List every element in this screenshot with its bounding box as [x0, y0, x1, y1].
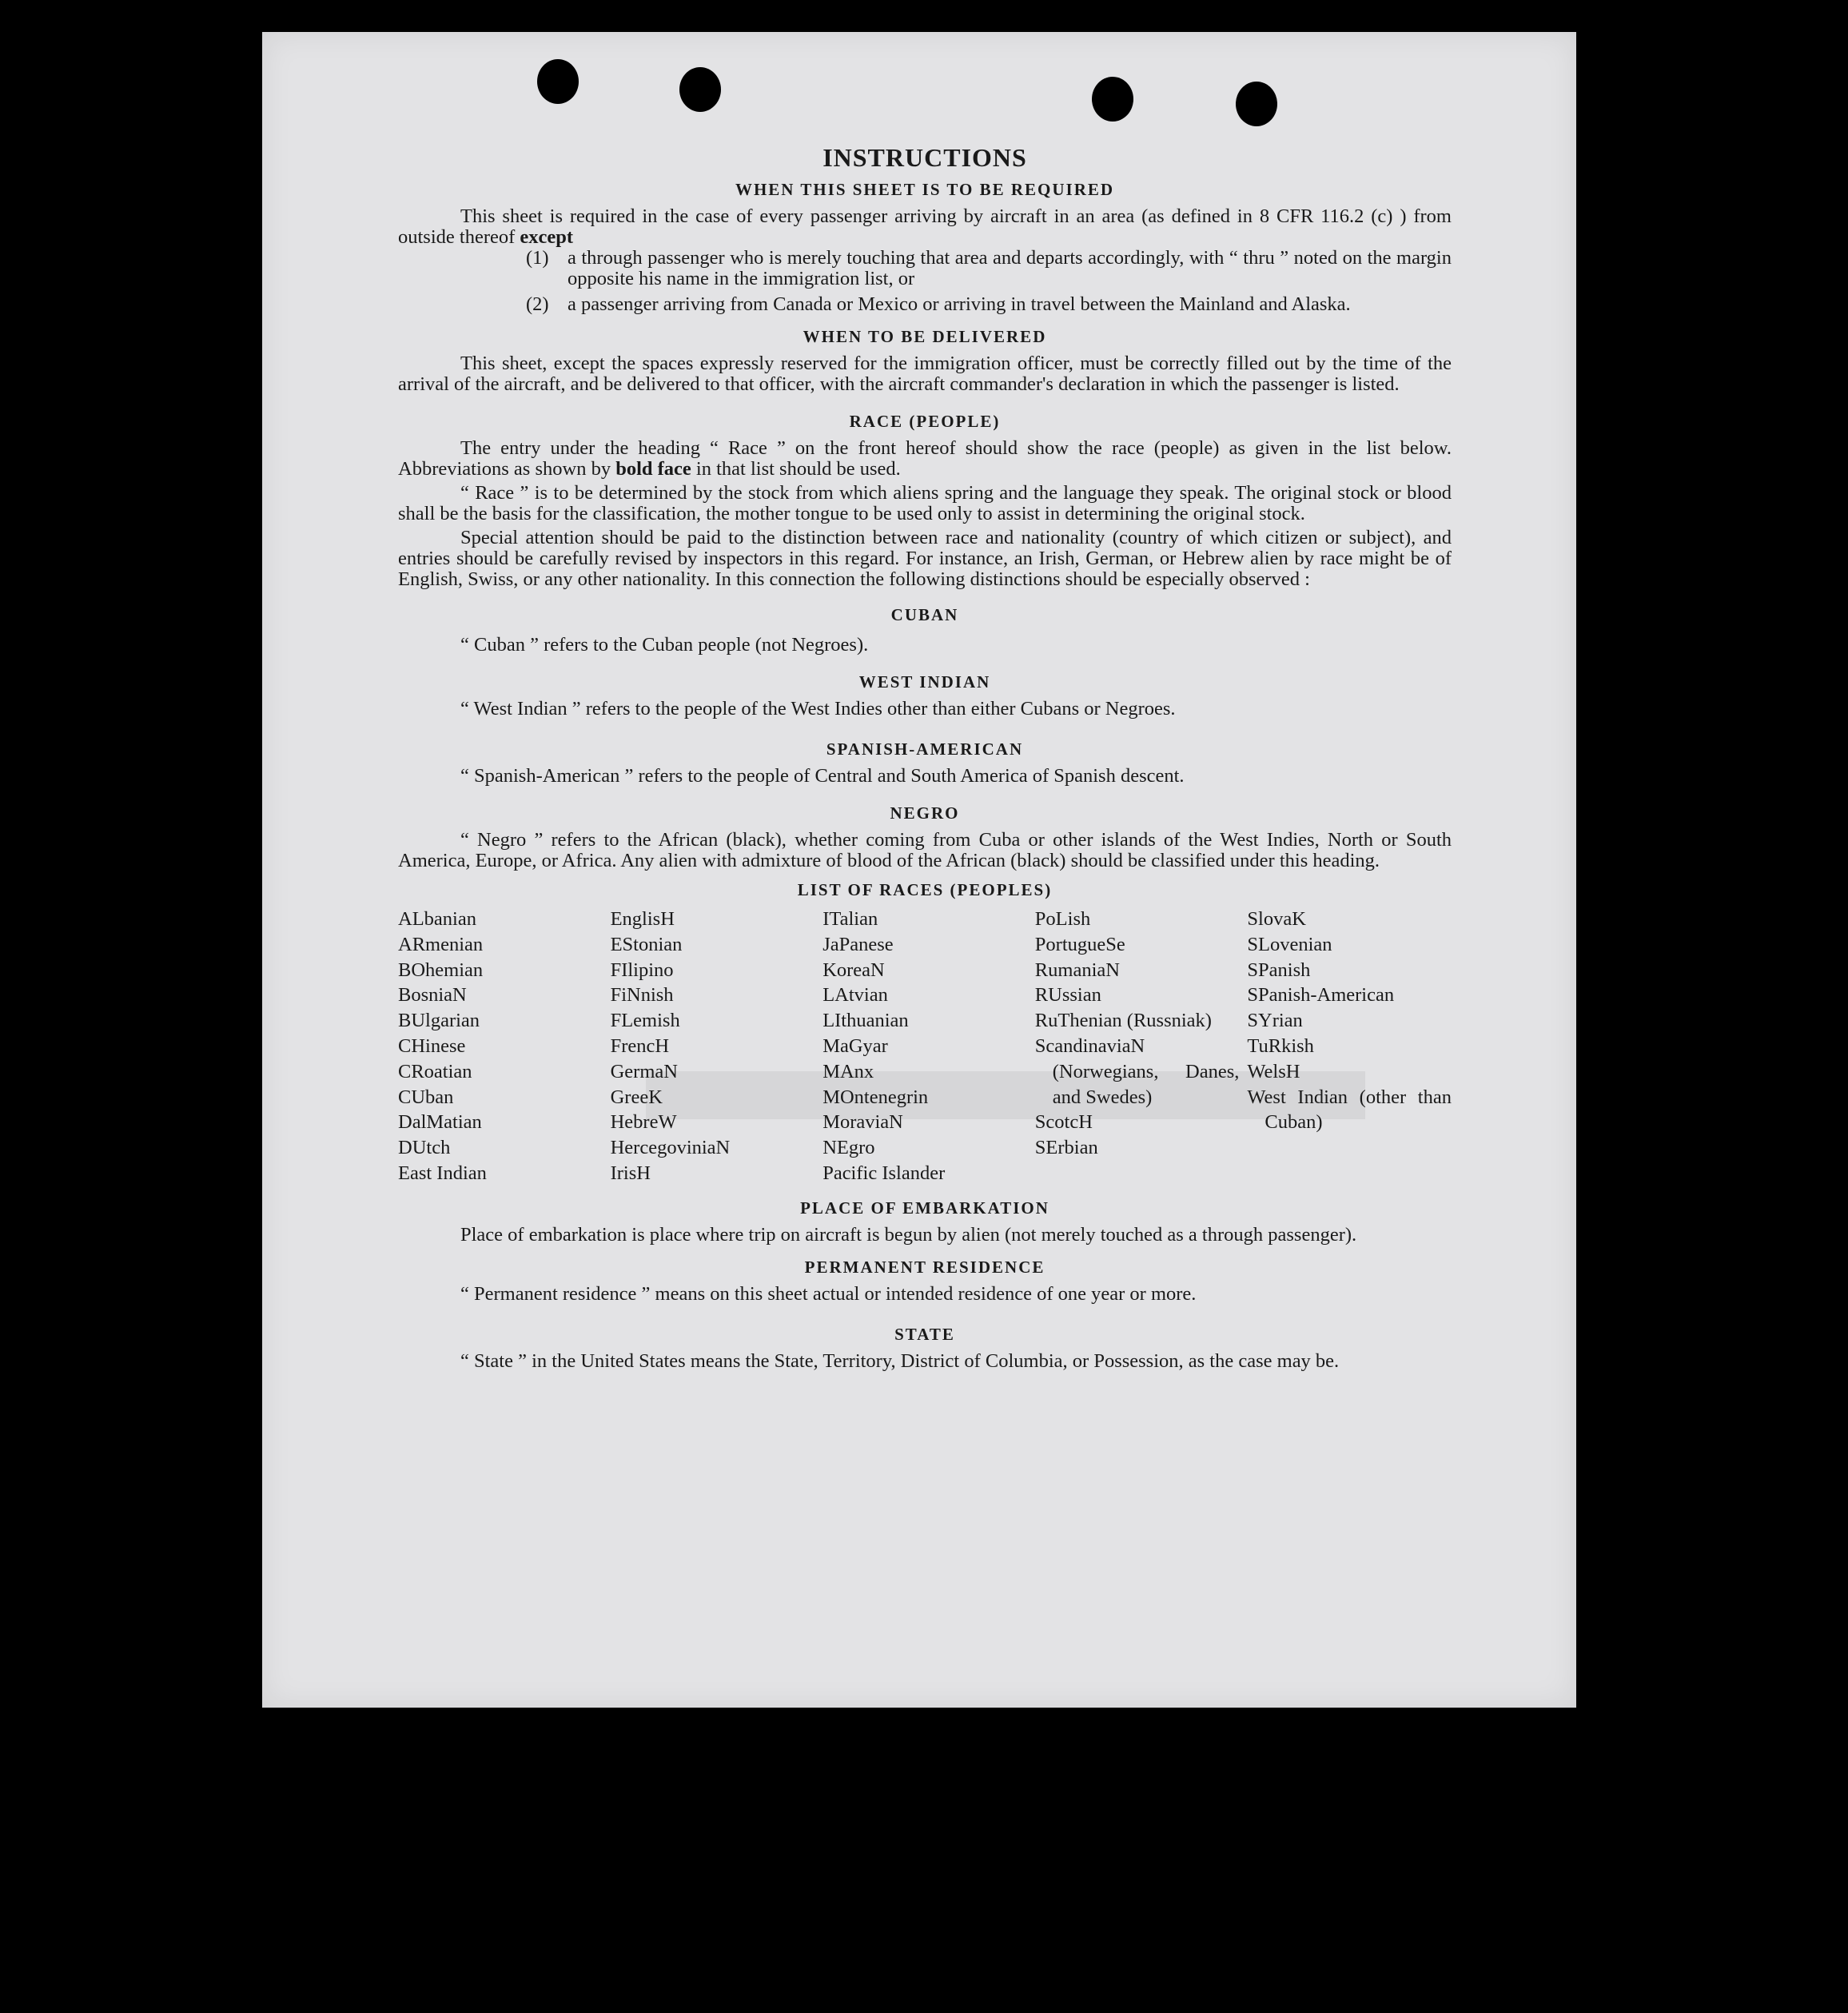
- race-entry: SPanish-American: [1247, 984, 1395, 1006]
- races-column: [611, 907, 815, 1186]
- negro-definition: “ Negro ” refers to the African (black), whether coming from Cuba or other islands of the West Indies, North or South America, Europe, or Africa. Any alien with admixture of blood of the African (black) should be classified under this heading.: [398, 829, 1452, 871]
- section-heading-cuban: CUBAN: [890, 605, 959, 624]
- section-heading-race: RACE (PEOPLE): [849, 412, 1001, 431]
- section-heading-required: WHEN THIS SHEET IS TO BE REQUIRED: [735, 180, 1115, 199]
- item-text: a passenger arriving from Canada or Mexico or arriving in travel between the Mainland and Alaska.: [568, 293, 1351, 315]
- race-paragraph-1: [398, 438, 1452, 480]
- punch-hole: [1236, 82, 1277, 126]
- race-entry: GermaN: [610, 1060, 678, 1082]
- section-heading-negro: NEGRO: [890, 803, 960, 823]
- exception-item: [526, 248, 1452, 289]
- race-entry: LAtvian: [822, 984, 888, 1006]
- race-entry: PoLish: [1034, 908, 1091, 930]
- race-entry: DalMatian: [398, 1111, 482, 1134]
- spanish-american-definition: “ Spanish-American ” refers to the people of Central and South America of Spanish descent.: [460, 765, 1185, 787]
- race-entry: SYrian: [1247, 1010, 1303, 1032]
- west-indian-definition: “ West Indian ” refers to the people of the West Indies other than either Cubans or Negroes.: [460, 698, 1176, 719]
- embarkation-definition: Place of embarkation is place where trip on aircraft is begun by alien (not merely touched as a through passenger).: [460, 1223, 1357, 1246]
- race-entry: NEgro: [822, 1137, 875, 1159]
- race-entry: IrisH: [610, 1162, 651, 1184]
- section-heading-delivered: WHEN TO BE DELIVERED: [803, 327, 1047, 346]
- race-entry: SPanish: [1247, 959, 1311, 981]
- race-entry: BUlgarian: [398, 1010, 480, 1032]
- item-text: a through passenger who is merely touching that area and departs accordingly, with “ thru ” noted on the margin opposite his name in the immigration list, or: [568, 247, 1452, 289]
- race-entry: RumaniaN: [1034, 959, 1120, 981]
- delivered-paragraph: This sheet, except the spaces expressly reserved for the immigration officer, must be correctly filled out by the time of the arrival of the aircraft, and be delivered to that officer, with the aircraft commander's declaration in which the passenger is listed.: [398, 353, 1452, 395]
- document-sheet: [262, 32, 1576, 1708]
- races-column: [1035, 907, 1240, 1186]
- race-entry: TuRkish: [1247, 1034, 1314, 1057]
- race-entry: WelsH: [1247, 1060, 1300, 1082]
- instructions-body: [398, 143, 1452, 1372]
- punch-hole: [1092, 77, 1133, 122]
- required-text: This sheet is required in the case of every passenger arriving by aircraft in an area (as defined in 8 CFR 116.2 (c) ) from outside thereof: [398, 205, 1452, 248]
- race-entry: ScandinaviaN (Norwegians, Danes, and Swedes): [1034, 1034, 1240, 1108]
- race-entry: SErbian: [1034, 1137, 1098, 1159]
- residence-definition: “ Permanent residence ” means on this sheet actual or intended residence of one year or more.: [460, 1282, 1197, 1305]
- race-entry: SLovenian: [1247, 933, 1332, 955]
- races-column: [1247, 907, 1452, 1186]
- race-entry: FIlipino: [610, 959, 674, 981]
- race-entry: PortugueSe: [1034, 933, 1125, 955]
- race-text: The entry under the heading “ Race ” on the front hereof should show the race (people) as given in the list below. Abbreviations as shown by: [398, 437, 1452, 480]
- race-entry: ALbanian: [398, 908, 476, 930]
- race-paragraph-3: Special attention should be paid to the distinction between race and nationality (country of which citizen or subject), and entries should be carefully revised by inspectors in this regard. For instance, an Irish, German, or Hebrew alien by race might be of English, Swiss, or any other nationality. In this connection the following distinctions should be especially observed :: [398, 527, 1452, 590]
- race-entry: EnglisH: [610, 908, 675, 930]
- race-entry: FLemish: [610, 1010, 680, 1032]
- section-heading-residence: PERMANENT RESIDENCE: [804, 1257, 1045, 1277]
- race-entry: HercegoviniaN: [610, 1137, 731, 1159]
- race-entry: ARmenian: [398, 933, 484, 955]
- races-list: [398, 907, 1452, 1186]
- except-bold: except: [520, 226, 574, 248]
- state-definition: “ State ” in the United States means the State, Territory, District of Columbia, or Possession, as the case may be.: [460, 1349, 1340, 1372]
- race-paragraph-2: “ Race ” is to be determined by the stock from which aliens spring and the language they speak. The original stock or blood shall be the basis for the classification, the mother tongue to be used only to assist in determining the original stock.: [398, 482, 1452, 524]
- section-heading-list-of-races: LIST OF RACES (PEOPLES): [797, 880, 1053, 899]
- race-entry: FrencH: [610, 1034, 670, 1057]
- race-entry: BosniaN: [398, 984, 467, 1006]
- race-entry: BOhemian: [398, 959, 484, 981]
- race-entry: EStonian: [610, 933, 683, 955]
- race-text: in that list should be used.: [695, 458, 901, 480]
- race-entry: CHinese: [398, 1034, 466, 1057]
- page-title: INSTRUCTIONS: [822, 143, 1027, 172]
- race-entry: KoreaN: [822, 959, 885, 981]
- race-entry: ScotcH: [1034, 1111, 1093, 1134]
- race-entry: JaPanese: [822, 933, 894, 955]
- races-column: [822, 907, 1027, 1186]
- race-entry: West Indian (other than Cuban): [1247, 1086, 1452, 1134]
- race-entry: DUtch: [398, 1137, 451, 1159]
- required-paragraph: [398, 206, 1452, 248]
- section-heading-west-indian: WEST INDIAN: [858, 672, 991, 692]
- race-entry: CRoatian: [398, 1060, 472, 1082]
- bold-face-label: bold face: [615, 458, 691, 480]
- race-entry: ITalian: [822, 908, 878, 930]
- race-entry: MOntenegrin: [822, 1086, 929, 1108]
- cuban-definition: “ Cuban ” refers to the Cuban people (not Negroes).: [460, 634, 869, 656]
- section-heading-spanish-american: SPANISH-AMERICAN: [826, 739, 1024, 759]
- race-entry: RuThenian (Russniak): [1034, 1010, 1212, 1032]
- race-entry: RUssian: [1034, 984, 1101, 1006]
- race-entry: FiNnish: [610, 984, 674, 1006]
- section-heading-embarkation: PLACE OF EMBARKATION: [800, 1198, 1049, 1218]
- race-entry: HebreW: [610, 1111, 677, 1134]
- race-entry: CUban: [398, 1086, 454, 1108]
- race-entry: East Indian: [398, 1162, 487, 1184]
- exception-item: [526, 294, 1452, 315]
- race-entry: MaGyar: [822, 1034, 888, 1057]
- race-entry: GreeK: [610, 1086, 663, 1108]
- race-entry: Pacific Islander: [822, 1162, 946, 1184]
- section-heading-state: STATE: [894, 1324, 955, 1344]
- item-number: (2): [526, 293, 549, 315]
- race-entry: MoraviaN: [822, 1111, 903, 1134]
- punch-hole: [537, 59, 579, 104]
- race-entry: SlovaK: [1247, 908, 1306, 930]
- race-entry: MAnx: [822, 1060, 874, 1082]
- item-number: (1): [526, 247, 549, 269]
- race-entry: LIthuanian: [822, 1010, 909, 1032]
- races-column: [398, 907, 603, 1186]
- punch-hole: [679, 67, 721, 112]
